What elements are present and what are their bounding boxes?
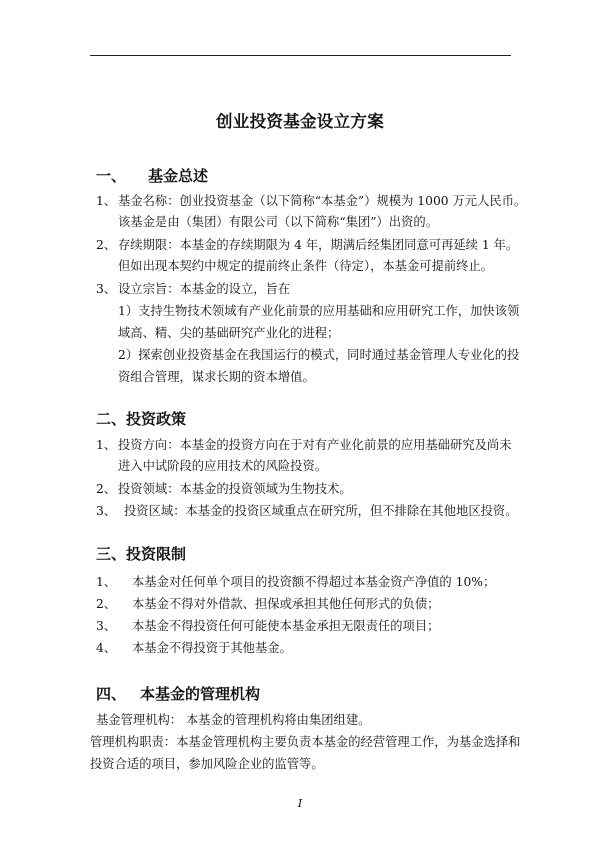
list-item-number: 3、	[96, 282, 117, 296]
paragraph-line: 基金管理机构： 本基金的管理机构将由集团组建。	[96, 713, 371, 727]
section-number: 一、	[96, 167, 127, 185]
section-heading-1	[96, 165, 208, 186]
section-title: 本基金的管理机构	[140, 685, 261, 703]
paragraph-line: 本基金对任何单个项目的投资额不得超过本基金资产净值的 10%；	[132, 575, 496, 589]
paragraph-line: 设立宗旨：本基金的设立，旨在	[118, 282, 291, 296]
list-item-number: 1、	[96, 194, 117, 208]
subpoint-line: 域高、精、尖的基础研究产业化的进程；	[118, 326, 340, 340]
section-title: 投资限制	[126, 545, 187, 563]
list-item-number: 2、	[96, 482, 117, 496]
paragraph-line: 投资领域：本基金的投资领域为生物技术。	[118, 482, 352, 496]
subpoint-line: 资组合管理，谋求长期的资本增值。	[118, 370, 315, 384]
list-item-number: 3、	[96, 504, 117, 518]
paragraph-line: 基金名称：创业投资基金（以下简称“本基金”）规模为 1000 万元人民币。	[118, 194, 527, 208]
page-number: I	[297, 797, 303, 810]
section-number: 三、	[96, 545, 127, 563]
paragraph-line: 本基金不得投资任何可能使本基金承担无限责任的项目；	[132, 619, 440, 633]
list-item-number: 1、	[96, 438, 117, 452]
header-rule	[90, 55, 511, 56]
section-heading-4	[96, 683, 260, 704]
list-item-number: 1、	[96, 575, 117, 589]
paragraph-line: 存续期限：本基金的存续期限为 4 年，期满后经集团同意可再延续 1 年。	[118, 238, 519, 252]
list-item-number: 4、	[96, 641, 117, 655]
paragraph-line: 本基金不得对外借款、担保或承担其他任何形式的负债；	[132, 597, 440, 611]
section-number: 四、	[96, 685, 127, 703]
list-item-number: 2、	[96, 238, 117, 252]
section-title: 投资政策	[126, 410, 187, 428]
paragraph-line: 投资方向：本基金的投资方向在于对有产业化前景的应用基础研究及尚未	[118, 438, 512, 452]
paragraph-line: 进入中试阶段的应用技术的风险投资。	[118, 459, 328, 473]
paragraph-line: 管理机构职责：本基金管理机构主要负责本基金的经营管理工作，为基金选择和	[90, 735, 521, 749]
section-heading-2	[96, 408, 186, 429]
subpoint-line: 2）探索创业投资基金在我国运行的模式，同时通过基金管理人专业化的投	[118, 348, 520, 362]
list-item-number: 2、	[96, 597, 117, 611]
list-item-number: 3、	[96, 619, 117, 633]
paragraph-line: 投资区域：本基金的投资区域重点在研究所，但不排除在其他地区投资。	[124, 504, 518, 518]
paragraph-line: 但如出现本契约中规定的提前终止条件（待定），本基金可提前终止。	[118, 259, 494, 273]
paragraph-line: 投资合适的项目，参加风险企业的监管等。	[90, 757, 324, 771]
document-title: 创业投资基金设立方案	[216, 112, 384, 131]
subpoint-line: 1）支持生物技术领域有产业化前景的应用基础和应用研究工作，加快该领	[118, 304, 520, 318]
section-number: 二、	[96, 410, 127, 428]
section-title: 基金总述	[148, 167, 209, 185]
section-heading-3	[96, 543, 186, 564]
paragraph-line: 本基金不得投资于其他基金。	[132, 641, 292, 655]
paragraph-line: 该基金是由（集团）有限公司（以下简称“集团”）出资的。	[118, 215, 438, 229]
